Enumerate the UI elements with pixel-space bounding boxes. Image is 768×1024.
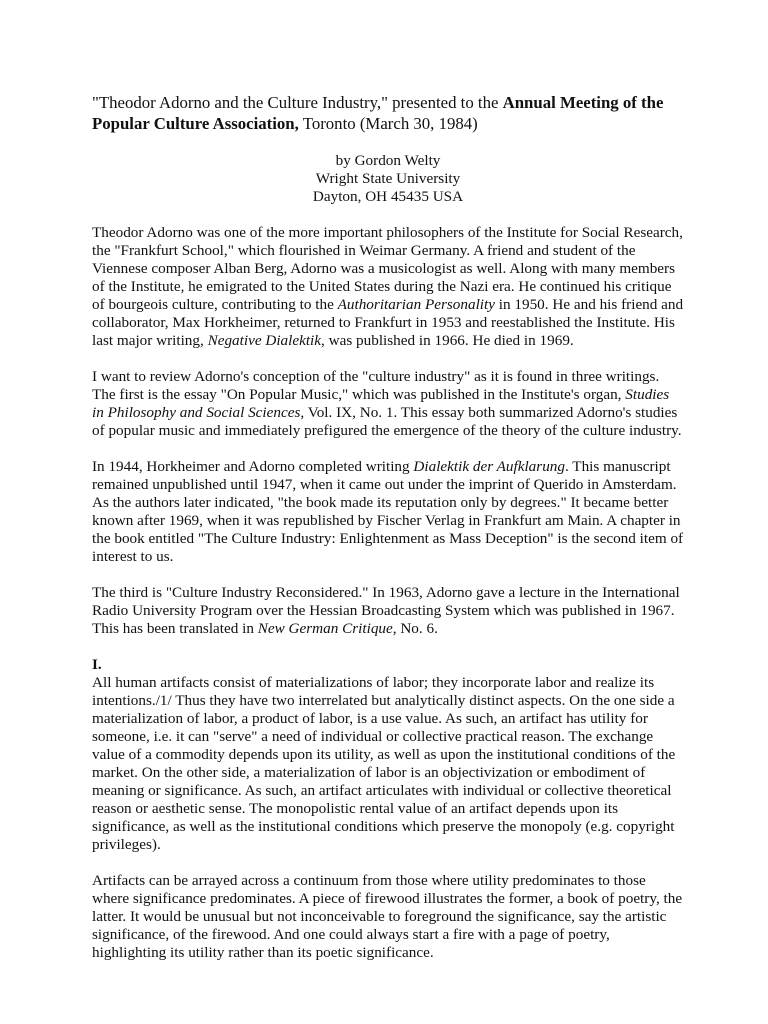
italic-title: Negative Dialektik [207, 332, 322, 349]
paragraph-text: , No. 6. [392, 620, 438, 637]
paragraph-intro [92, 224, 684, 350]
paragraph-text: I want to review Adorno's conception of the "culture industry" as it is found in three writings. The first is the essay "On Popular Music," which was published in the Institute's organ, [92, 368, 660, 403]
paragraph-text: The third is "Culture Industry Reconsidered." In 1963, Adorno gave a lecture in the International Radio University Program over the Hessian Broadcasting System which was published in 1967. This has been translated in [92, 584, 680, 637]
paragraph-three-writings [92, 368, 684, 440]
paragraph-artifacts: All human artifacts consist of materializations of labor; they incorporate labor and realize its intentions./1/ Thus they have two interrelated but analytically distinct aspects. On the one side a materialization of labor, a product of labor, is a use value. As such, an artifact has utility for someone, i.e. it can "serve" a need of individual or collective practical reason. The exchange value of a commodity depends upon its utility, as well as upon the institutional conditions of the market. On the other side, a materialization of labor is an objectivization or embodiment of meaning or significance. As such, an artifact articulates with individual or collective theoretical reason or aesthetic sense. The monopolistic rental value of an artifact depends upon its significance, as well as the institutional conditions which preserve the monopoly (e.g. copyright privileges). [92, 674, 676, 853]
italic-title: New German Critique [257, 620, 393, 637]
byline [92, 152, 684, 206]
italic-title: Authoritarian Personality [337, 296, 495, 313]
paragraph-text: Theodor Adorno was one of the more important philosophers of the Institute for Social Research, the "Frankfurt School," which flourished in Weimar Germany. A friend and student of the Viennese composer Alban Berg, Adorno was a musicologist as well. Along with many members of the Institute, he emigrated to the United States during the Nazi era. He continued his critique of bourgeois culture, contributing to the [92, 224, 683, 313]
byline-institution: Wright State University [315, 170, 461, 187]
italic-title: Studies in Philosophy and Social Sciences [92, 386, 670, 421]
paragraph-text: in 1950. He and his friend and collaborator, Max Horkheimer, returned to Frankfurt in 1953 and reestablished the Institute. His last major writing, [92, 296, 684, 349]
byline-author: by Gordon Welty [335, 152, 441, 169]
italic-title: Dialektik der Aufklarung [413, 458, 565, 475]
document-page [92, 92, 684, 980]
section-heading: I. [92, 656, 102, 673]
paragraph-dialektik [92, 458, 684, 566]
byline-location: Dayton, OH 45435 USA [312, 188, 464, 205]
title-text-lead: "Theodor Adorno and the Culture Industry," presented to the [92, 93, 503, 112]
paragraph-text: In 1944, Horkheimer and Adorno completed writing [92, 458, 414, 475]
title-text-tail: Toronto (March 30, 1984) [298, 114, 478, 133]
paragraph-reconsidered [92, 584, 684, 638]
paragraph-continuum: Artifacts can be arrayed across a continuum from those where utility predominates to those where significance predominates. A piece of firewood illustrates the former, a book of poetry, the latter. It would be unusual but not inconceivable to foreground the significance, say the artistic significance, of the firewood. And one could always start a fire with a page of poetry, highlighting its utility rather than its poetic significance. [92, 872, 683, 961]
document-title [92, 92, 684, 134]
paragraph-text: , was published in 1966. He died in 1969. [321, 332, 574, 349]
paragraph-text: . This manuscript remained unpublished until 1947, when it came out under the imprint of Querido in Amsterdam. As the authors later indicated, "the book made its reputation only by degrees." It became better known after 1969, when it was republished by Fischer Verlag in Frankfurt am Main. A chapter in the book entitled "The Culture Industry: Enlightenment as Mass Deception" is the second item of interest to us. [92, 458, 684, 565]
paragraph-text: , Vol. IX, No. 1. This essay both summarized Adorno's studies of popular music and immediately prefigured the emergence of the theory of the culture industry. [92, 404, 682, 439]
title-conference-name: Annual Meeting of the Popular Culture Association, [92, 93, 664, 133]
